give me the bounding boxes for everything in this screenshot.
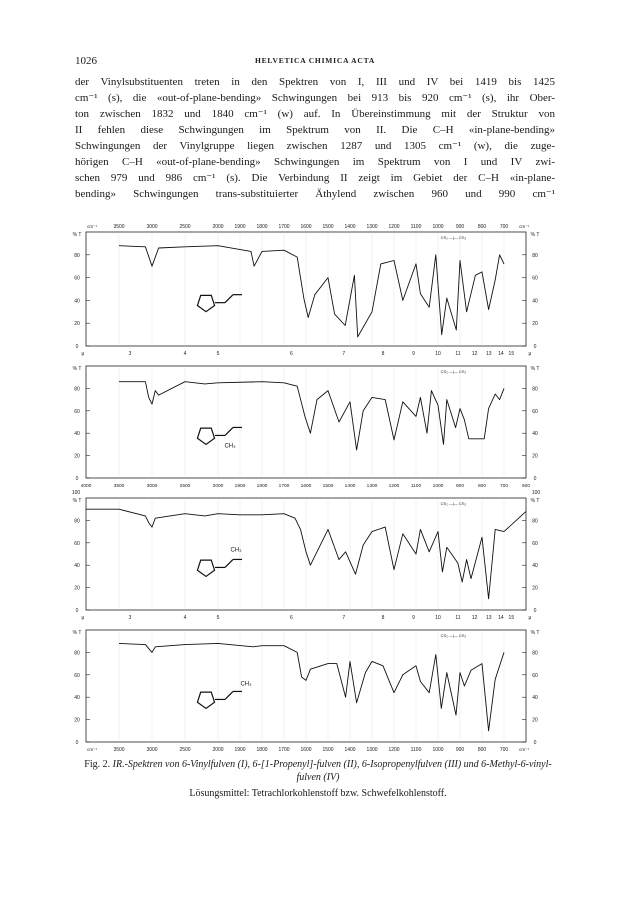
y-tick-label: 0 bbox=[533, 476, 537, 482]
y-tick-label: 20 bbox=[532, 585, 538, 592]
wavenumber-tick-label: 3000 bbox=[146, 484, 158, 489]
y-axis-label: % T bbox=[530, 232, 540, 238]
solvent-cell-marker: CS₂ —|— CS₂ bbox=[440, 501, 467, 506]
wavenumber-tick-label: 1600 bbox=[300, 484, 312, 489]
y-tick-label: 60 bbox=[532, 540, 538, 547]
ir-spectra-figure bbox=[56, 224, 556, 754]
y-tick-label: 0 bbox=[533, 608, 537, 614]
micron-tick-label: 13 bbox=[485, 351, 492, 357]
micron-tick-label: 8 bbox=[381, 615, 385, 621]
y-tick-label: 80 bbox=[74, 386, 80, 393]
wavenumber-tick-label: 3500 bbox=[113, 747, 125, 753]
micron-tick-label: 8 bbox=[381, 351, 385, 357]
fulvene-ring bbox=[197, 560, 214, 576]
wavenumber-tick-label: 1300 bbox=[366, 224, 378, 230]
wavenumber-tick-label: 1100 bbox=[410, 484, 422, 489]
micron-tick-label: 3 bbox=[128, 351, 132, 357]
micron-tick-label: 6 bbox=[289, 615, 293, 621]
y-tick-label: 0 bbox=[75, 608, 79, 614]
y-tick-label: 0 bbox=[75, 344, 79, 350]
wavenumber-tick-label: 1700 bbox=[278, 747, 290, 753]
y-axis-label: % T bbox=[72, 630, 82, 636]
micron-tick-label: 9 bbox=[412, 351, 415, 357]
text-line: cm⁻¹ (s), die «out-of-plane-bending» Schwingungen bei 913 bis 920 cm⁻¹ (s), ihr Ober- bbox=[75, 92, 555, 104]
methyl-label: CH₃ bbox=[230, 547, 242, 554]
micron-unit-label: μ bbox=[528, 615, 532, 621]
molecule-structure bbox=[197, 691, 242, 708]
y-tick-label: 60 bbox=[74, 672, 80, 679]
micron-tick-label: 3 bbox=[128, 615, 132, 621]
wavenumber-tick-label: 700 bbox=[499, 747, 509, 753]
text-line: II fehlen diese Schwingungen im Spektrum von II. Die C–H «in-plane-bending» bbox=[75, 124, 555, 136]
y-tick-label: 40 bbox=[532, 563, 538, 570]
side-chain-bond bbox=[225, 691, 233, 699]
page-header bbox=[75, 55, 555, 69]
y-tick-label: 0 bbox=[75, 476, 79, 482]
y-axis-label: % T bbox=[72, 366, 82, 372]
wavenumber-tick-label: 1200 bbox=[388, 747, 400, 753]
micron-tick-label: 14 bbox=[498, 615, 504, 621]
y-tick-label: 20 bbox=[74, 453, 80, 460]
wavenumber-tick-label: 1500 bbox=[322, 747, 334, 753]
micron-tick-label: 14 bbox=[498, 351, 504, 357]
micron-unit-label: μ bbox=[81, 351, 85, 357]
wavenumber-tick-label: 1300 bbox=[366, 747, 378, 753]
micron-tick-label: 13 bbox=[485, 615, 492, 621]
axis-unit-label: cm⁻¹ bbox=[519, 224, 529, 229]
y-axis-label: % T bbox=[530, 498, 540, 504]
wavenumber-tick-label: 1800 bbox=[256, 224, 268, 230]
wavenumber-tick-label: 1100 bbox=[410, 747, 422, 753]
axis-unit-label: cm⁻¹ bbox=[87, 747, 97, 752]
y-axis-label: % T bbox=[72, 232, 82, 238]
wavenumber-tick-label: 2000 bbox=[212, 747, 224, 753]
wavenumber-tick-label: 2500 bbox=[179, 484, 191, 489]
wavenumber-tick-label: 800 bbox=[477, 484, 487, 489]
molecule-structure bbox=[197, 559, 242, 576]
journal-title: HELVETICA CHIMICA ACTA bbox=[254, 56, 376, 65]
micron-tick-label: 7 bbox=[342, 351, 346, 357]
text-line: schen 979 und 986 cm⁻¹ (s). Die Verbindung II zeigt im Gebiet der C–H «in-plane- bbox=[75, 172, 555, 184]
fulvene-ring bbox=[197, 692, 214, 708]
y-tick-label: 20 bbox=[532, 321, 538, 328]
y-tick-label: 0 bbox=[533, 344, 537, 350]
micron-unit-label: μ bbox=[81, 615, 85, 621]
wavenumber-tick-label: 1400 bbox=[344, 224, 356, 230]
wavenumber-tick-label: 1500 bbox=[322, 484, 334, 489]
y-tick-label: 80 bbox=[74, 252, 80, 259]
y-tick-label: 80 bbox=[532, 386, 538, 393]
micron-tick-label: 10 bbox=[435, 615, 441, 621]
micron-tick-label: 4 bbox=[183, 615, 187, 621]
wavenumber-tick-label: 1800 bbox=[256, 747, 268, 753]
y-axis-label: % T bbox=[530, 630, 540, 636]
y-axis-label: % T bbox=[72, 498, 82, 504]
spectrum-line bbox=[119, 382, 504, 450]
y-tick-label: 60 bbox=[532, 672, 538, 679]
y-axis-label: % T bbox=[530, 366, 540, 372]
methyl-label: CH₃ bbox=[224, 443, 236, 450]
molecule-structure bbox=[197, 427, 242, 444]
wavenumber-tick-label: 2500 bbox=[179, 224, 191, 230]
y-tick-label: 60 bbox=[74, 275, 80, 282]
spectrum-line bbox=[119, 246, 504, 337]
wavenumber-tick-label: 1700 bbox=[278, 484, 290, 489]
wavenumber-tick-label: 1400 bbox=[344, 484, 356, 489]
text-line: ton zwischen 1832 und 1840 cm⁻¹ (w) auf. In Übereinstimmung mit der Struktur von bbox=[75, 108, 555, 120]
solvent-cell-marker: CS₂ —|— CS₂ bbox=[440, 633, 467, 638]
micron-tick-label: 5 bbox=[216, 615, 220, 621]
wavenumber-tick-label: 800 bbox=[477, 224, 487, 230]
y-tick-label: 40 bbox=[532, 298, 538, 305]
page-number: 1026 bbox=[75, 55, 97, 67]
wavenumber-tick-label: 3500 bbox=[113, 224, 125, 230]
wavenumber-tick-label: 1800 bbox=[256, 484, 268, 489]
wavenumber-tick-label: 1900 bbox=[234, 747, 246, 753]
y-top-label: 100 bbox=[531, 490, 541, 496]
methyl-label: CH₃ bbox=[240, 681, 252, 688]
wavenumber-tick-label: 900 bbox=[455, 747, 465, 753]
text-line: Schwingungen der Vinylgruppe liegen zwischen 1287 und 1305 cm⁻¹ (w), die zuge- bbox=[75, 140, 555, 152]
wavenumber-tick-label: 3000 bbox=[146, 224, 158, 230]
micron-tick-label: 10 bbox=[435, 351, 441, 357]
wavenumber-tick-label: 900 bbox=[455, 484, 465, 489]
wavenumber-tick-label: 600 bbox=[521, 484, 531, 489]
wavenumber-tick-label: 1300 bbox=[366, 484, 378, 489]
micron-tick-label: 7 bbox=[342, 615, 346, 621]
wavenumber-tick-label: 2000 bbox=[212, 484, 224, 489]
y-tick-label: 40 bbox=[74, 431, 80, 438]
wavenumber-tick-label: 1400 bbox=[344, 747, 356, 753]
fulvene-ring bbox=[197, 295, 214, 311]
wavenumber-tick-label: 2000 bbox=[212, 224, 224, 230]
molecule-structure bbox=[197, 295, 242, 312]
y-tick-label: 20 bbox=[532, 717, 538, 724]
wavenumber-tick-label: 1100 bbox=[410, 224, 422, 230]
y-tick-label: 80 bbox=[532, 650, 538, 657]
body-paragraph bbox=[75, 74, 555, 202]
wavenumber-tick-label: 3000 bbox=[146, 747, 158, 753]
micron-tick-label: 12 bbox=[471, 615, 478, 621]
y-tick-label: 0 bbox=[75, 740, 79, 746]
y-tick-label: 40 bbox=[74, 298, 80, 305]
y-tick-label: 40 bbox=[74, 695, 80, 702]
y-tick-label: 60 bbox=[532, 408, 538, 415]
axis-unit-label: cm⁻¹ bbox=[519, 747, 529, 752]
wavenumber-tick-label: 4000 bbox=[80, 484, 92, 489]
axis-unit-label: cm⁻¹ bbox=[87, 224, 97, 229]
y-top-label: 100 bbox=[71, 490, 81, 496]
wavenumber-tick-label: 1700 bbox=[278, 224, 290, 230]
solvent-cell-marker: CS₂ —|— CS₂ bbox=[440, 369, 467, 374]
y-tick-label: 20 bbox=[74, 717, 80, 724]
text-line: der Vinylsubstituenten treten in den Spektren von I, III und IV bei 1419 bis 1425 bbox=[75, 76, 555, 88]
y-tick-label: 20 bbox=[532, 453, 538, 460]
side-chain-bond bbox=[225, 427, 233, 435]
figure-caption bbox=[75, 758, 561, 800]
wavenumber-tick-label: 1200 bbox=[388, 484, 400, 489]
fulvene-ring bbox=[197, 428, 214, 444]
wavenumber-tick-label: 1200 bbox=[388, 224, 400, 230]
side-chain-bond bbox=[225, 559, 233, 567]
y-tick-label: 60 bbox=[532, 275, 538, 282]
y-tick-label: 80 bbox=[74, 650, 80, 657]
micron-tick-label: 9 bbox=[412, 615, 415, 621]
micron-tick-label: 12 bbox=[471, 351, 478, 357]
y-tick-label: 80 bbox=[532, 252, 538, 259]
y-tick-label: 20 bbox=[74, 321, 80, 328]
micron-tick-label: 4 bbox=[183, 351, 187, 357]
wavenumber-tick-label: 900 bbox=[455, 224, 465, 230]
side-chain-bond bbox=[225, 295, 233, 303]
wavenumber-tick-label: 2500 bbox=[179, 747, 191, 753]
y-tick-label: 60 bbox=[74, 540, 80, 547]
wavenumber-tick-label: 1600 bbox=[300, 747, 312, 753]
micron-tick-label: 6 bbox=[289, 351, 293, 357]
y-tick-label: 40 bbox=[532, 695, 538, 702]
wavenumber-tick-label: 1000 bbox=[432, 747, 444, 753]
micron-tick-label: 15 bbox=[508, 351, 515, 357]
wavenumber-tick-label: 1900 bbox=[234, 224, 246, 230]
micron-unit-label: μ bbox=[528, 351, 532, 357]
y-tick-label: 60 bbox=[74, 408, 80, 415]
wavenumber-tick-label: 1500 bbox=[322, 224, 334, 230]
caption-title: IR.-Spektren von 6-Vinylfulven (I), 6-[1-Propenyl]-fulven (II), 6-Isopropenylfulven (III) und 6-Methyl-6-vinyl-fulven (IV) bbox=[112, 759, 552, 783]
wavenumber-tick-label: 1900 bbox=[234, 484, 246, 489]
wavenumber-tick-label: 1000 bbox=[432, 484, 444, 489]
micron-tick-label: 11 bbox=[455, 615, 461, 621]
wavenumber-tick-label: 3500 bbox=[113, 484, 125, 489]
micron-tick-label: 5 bbox=[216, 351, 220, 357]
text-line: hörigen C–H «out-of-plane-bending» Schwingungen im Spektrum von I und IV zwi- bbox=[75, 156, 555, 168]
y-tick-label: 80 bbox=[74, 518, 80, 525]
wavenumber-tick-label: 1600 bbox=[300, 224, 312, 230]
spectrum-line bbox=[119, 643, 504, 730]
wavenumber-tick-label: 700 bbox=[499, 224, 509, 230]
y-tick-label: 20 bbox=[74, 585, 80, 592]
y-tick-label: 80 bbox=[532, 518, 538, 525]
y-tick-label: 40 bbox=[532, 431, 538, 438]
wavenumber-tick-label: 700 bbox=[499, 484, 509, 489]
wavenumber-tick-label: 800 bbox=[477, 747, 487, 753]
caption-solvent: Lösungsmittel: Tetrachlorkohlenstoff bzw. Schwefelkohlenstoff. bbox=[189, 788, 447, 799]
solvent-cell-marker: CS₂ —|— CS₂ bbox=[440, 235, 467, 240]
y-tick-label: 40 bbox=[74, 563, 80, 570]
micron-tick-label: 11 bbox=[455, 351, 461, 357]
micron-tick-label: 15 bbox=[508, 615, 515, 621]
text-line: bending» Schwingungen trans-substituierter Äthylend zwischen 960 und 990 cm⁻¹ bbox=[75, 188, 555, 200]
caption-label: Fig. 2. bbox=[84, 759, 111, 770]
wavenumber-tick-label: 1000 bbox=[432, 224, 444, 230]
y-tick-label: 0 bbox=[533, 740, 537, 746]
